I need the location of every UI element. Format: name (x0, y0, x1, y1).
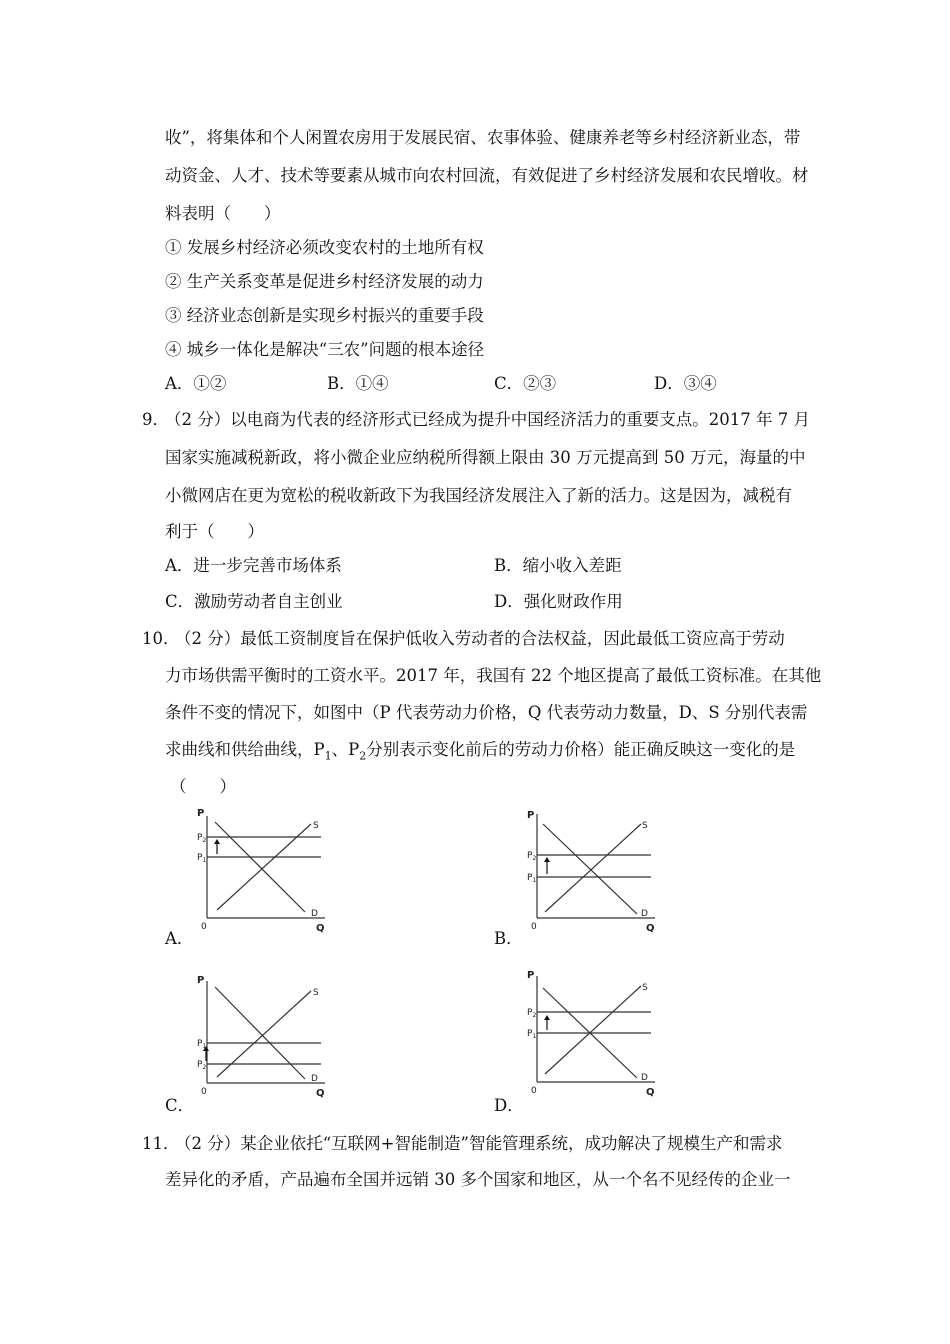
q10-text-line-2: 力市场供需平衡时的工资水平。2017 年，我国有 22 个地区提高了最低工资标准。在其他 (165, 666, 822, 685)
q10-option-d[interactable]: D． (494, 1096, 524, 1115)
origin-label: 0 (531, 1086, 537, 1096)
q8-statement-2: ② 生产关系变革是促进乡村经济发展的动力 (165, 272, 484, 291)
s-label: S (642, 821, 648, 831)
q11-text-line-2: 差异化的矛盾，产品遍布全国并远销 30 多个国家和地区，从一个名不见经传的企业一 (165, 1170, 791, 1189)
q10-text-line-3: 条件不变的情况下，如图中（P 代表劳动力价格，Q 代表劳动力数量，D、S 分别代表需 (165, 703, 808, 722)
d-label: D (311, 1074, 318, 1084)
q8-option-a[interactable]: A．①② (165, 374, 227, 393)
q9-text-line-3: 小微网店在更为宽松的税收新政下为我国经济发展注入了新的活力。这是因为，减税有 (165, 486, 792, 505)
demand-curve (215, 822, 305, 912)
p2-label: $P_2$ (197, 1060, 207, 1071)
q10-graph-c (195, 975, 330, 1099)
q-axis-label: Q (316, 923, 325, 934)
q10-text-line-5: （ ） (170, 777, 236, 796)
d-label: D (641, 909, 648, 919)
q10-option-c[interactable]: C． (165, 1096, 195, 1115)
q8-statement-3: ③ 经济业态创新是实现乡村振兴的重要手段 (165, 306, 484, 325)
q8-text-line-3: 料表明（ ） (165, 204, 281, 223)
d-label: D (311, 909, 318, 919)
supply-curve (545, 986, 641, 1074)
q-axis-label: Q (316, 1088, 325, 1099)
q8-text-line-2: 动资金、人才、技术等要素从城市向农村回流，有效促进了乡村经济发展和农民增收。材 (165, 166, 809, 185)
q9-text-line-4: 利于（ ） (165, 522, 264, 541)
q10-graph-b (525, 808, 660, 932)
origin-label: 0 (201, 1087, 207, 1097)
p2-label: $P_2$ (527, 851, 537, 862)
q10-graph-d (525, 970, 660, 1096)
q-axis-label: Q (646, 1087, 655, 1098)
d-label: D (641, 1073, 648, 1083)
q9-text-line-1: （2 分）以电商为代表的经济形式已经成为提升中国经济活力的重要支点。2017 年 7 月 (165, 410, 810, 429)
q8-text-line-1: 收”，将集体和个人闲置农房用于发展民宿、农事体验、健康养老等乡村经济新业态，带 (165, 128, 801, 147)
q8-option-c[interactable]: C．②③ (494, 374, 557, 393)
q10-option-b[interactable]: B． (494, 929, 523, 948)
p1-label: $P_1$ (527, 873, 537, 884)
p-axis-label: P (197, 975, 205, 986)
p-axis-label: P (527, 810, 535, 821)
q8-option-d[interactable]: D．③④ (654, 374, 717, 393)
q10-number: 10． (142, 629, 180, 648)
p2-label: $P_2$ (197, 833, 207, 844)
q8-statement-1: ① 发展乡村经济必须改变农村的土地所有权 (165, 238, 484, 257)
p1-label: $P_1$ (197, 853, 207, 864)
p1-label: $P_1$ (197, 1039, 207, 1050)
q9-text-line-2: 国家实施减税新政，将小微企业应纳税所得额上限由 30 万元提高到 50 万元，海量的中 (165, 448, 806, 467)
origin-label: 0 (531, 922, 537, 932)
q9-number: 9． (142, 410, 169, 429)
p1-label: $P_1$ (527, 1029, 537, 1040)
q9-option-b[interactable]: B．缩小收入差距 (494, 556, 622, 575)
q8-statement-4: ④ 城乡一体化是解决“三农”问题的根本途径 (165, 340, 485, 359)
s-label: S (642, 983, 648, 993)
q10-text-line-4: 求曲线和供给曲线，$P_1$、$P_2$分别表示变化前后的劳动力价格）能正确反映这一变化的是 (165, 740, 796, 763)
p-axis-label: P (527, 970, 535, 981)
q11-text-line-1: （2 分）某企业依托“互联网+智能制造”智能管理系统，成功解决了规模生产和需求 (175, 1134, 783, 1153)
q10-option-a[interactable]: A． (165, 929, 194, 948)
q11-number: 11． (142, 1134, 180, 1153)
q9-option-c[interactable]: C．激励劳动者自主创业 (165, 592, 343, 611)
q-axis-label: Q (646, 923, 655, 934)
supply-curve (545, 824, 641, 912)
s-label: S (313, 821, 319, 831)
q9-option-a[interactable]: A．进一步完善市场体系 (165, 556, 342, 575)
demand-curve (215, 987, 305, 1079)
origin-label: 0 (201, 922, 207, 932)
q10-text-line-1: （2 分）最低工资制度旨在保护低收入劳动者的合法权益，因此最低工资应高于劳动 (175, 629, 785, 648)
q8-option-b[interactable]: B．①④ (327, 374, 389, 393)
q9-option-d[interactable]: D．强化财政作用 (494, 592, 623, 611)
s-label: S (313, 988, 319, 998)
q10-graph-a (195, 808, 330, 934)
p2-label: $P_2$ (527, 1008, 537, 1019)
p-axis-label: P (197, 808, 205, 819)
